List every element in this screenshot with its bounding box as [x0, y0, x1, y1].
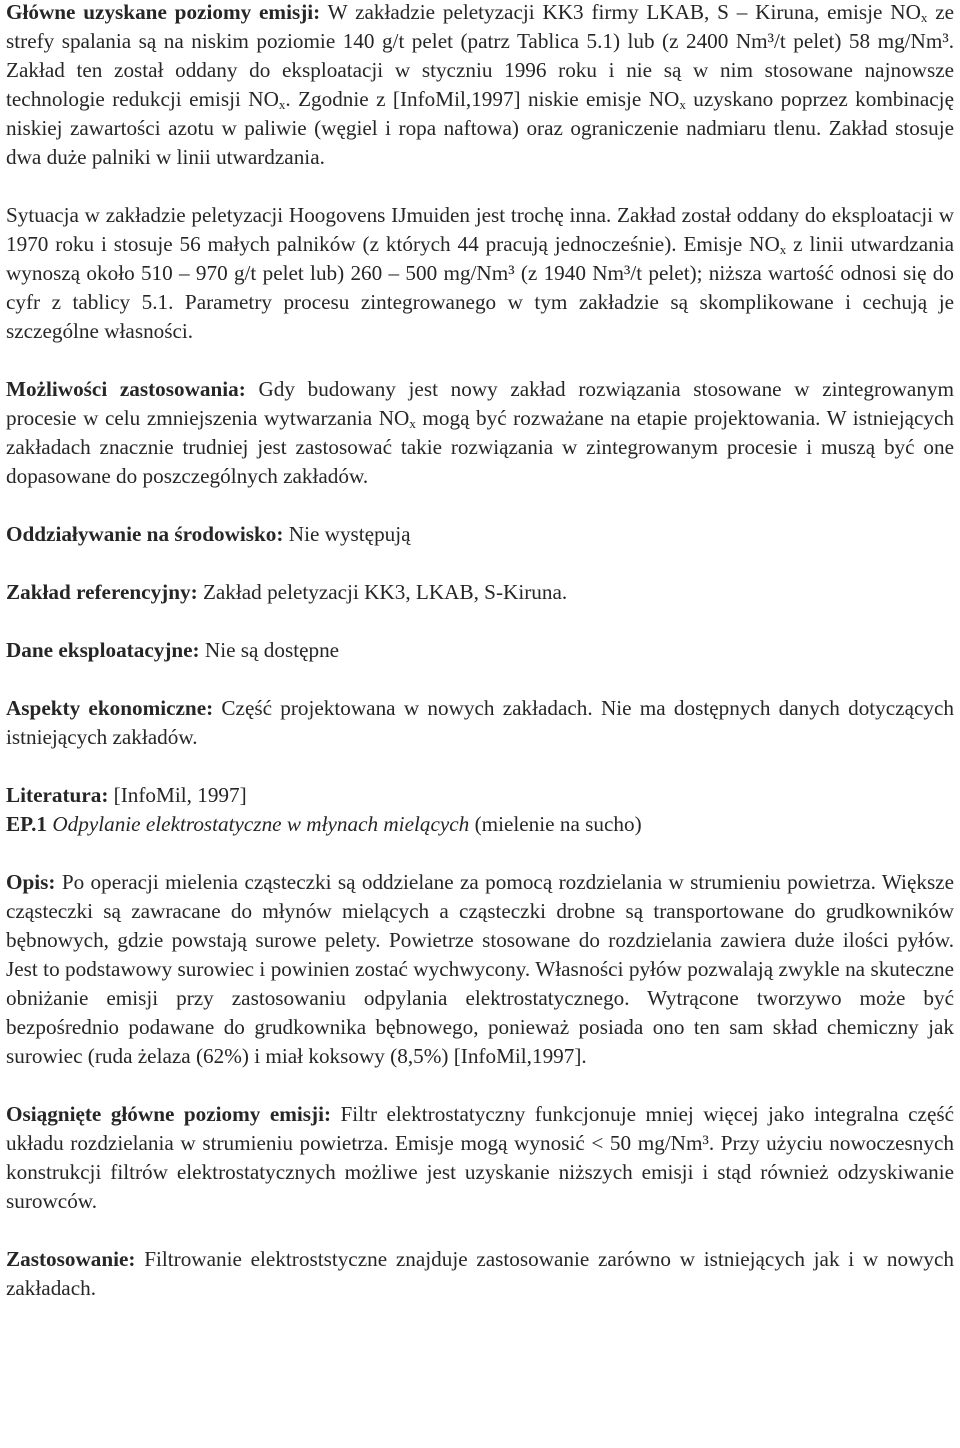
- environment-impact-label: Oddziaływanie na środowisko:: [6, 522, 284, 546]
- applicability-paragraph: [6, 375, 954, 491]
- hoogovens-paragraph: [6, 201, 954, 346]
- paragraph-text: Filtr elektrostatyczny funkcjonuje mniej więcej jako integralna część układu rozdzielania w strumieniu powietrza. Emisje mogą wynosić < 50 mg/Nm³. Przy użyciu nowoczesnych konstrukcji filtrów elektrostatycznych możliwe jest uzyskanie niższych emisji i stąd również odzyskiwanie surowców.: [6, 1102, 954, 1213]
- section-title: Odpylanie elektrostatyczne w młynach mielących: [52, 812, 470, 836]
- paragraph-text: Zakład peletyzacji KK3, LKAB, S-Kiruna.: [197, 580, 568, 604]
- paragraph-text: z linii utwardzania wynoszą około 510 – 970 g/t pelet lub) 260 – 500 mg/Nm³ (z 1940 Nm³/t pelet); niższa wartość odnosi się do cyfr z tablicy 5.1. Parametry procesu zintegrowanego w tym zakładzie są skomplikowane i cechują je szczególne własności.: [6, 232, 955, 343]
- description-label: Opis:: [6, 870, 56, 894]
- application-label: Zastosowanie:: [6, 1247, 136, 1271]
- economics-label: Aspekty ekonomiczne:: [6, 696, 214, 720]
- literature-label: Literatura:: [6, 783, 109, 807]
- literature-paragraph: [6, 781, 954, 810]
- paragraph-text: uzyskano poprzez kombinację niskiej zawartości azotu w paliwie (węgiel i ropa naftowa) oraz ograniczenie nadmiaru tlenu. Zakład stosuje dwa duże palniki w linii utwardzania.: [6, 87, 954, 169]
- environment-impact-paragraph: [6, 520, 954, 549]
- document-page: [6, 0, 954, 1303]
- achieved-emission-paragraph: [6, 1100, 954, 1216]
- section-title-suffix: (mielenie na sucho): [474, 812, 642, 836]
- paragraph-text: Filtrowanie elektroststyczne znajduje zastosowanie zarówno w istniejących jak i w nowych zakładach.: [6, 1247, 954, 1300]
- emission-levels-label: Główne uzyskane poziomy emisji:: [6, 0, 321, 24]
- subscript: x: [409, 416, 416, 431]
- operational-data-label: Dane eksploatacyjne:: [6, 638, 200, 662]
- paragraph-text: Część projektowana w nowych zakładach. Nie ma dostępnych danych dotyczących istniejących zakładów.: [6, 696, 954, 749]
- paragraph-text: Po operacji mielenia cząsteczki są oddzielane za pomocą rozdzielania w strumieniu powietrza. Większe cząsteczki są zawracane do młynów mielących a cząsteczki drobne są transportowane do grudkowników bębnowych, gdzie powstają surowe pelety. Powietrze stosowane do rozdzielania zawiera duże ilości pyłów. Jest to podstawowy surowiec i powinien zostać wychwycony. Własności pyłów pozwalają zwykle na skuteczne obniżanie emisji przy zastosowaniu odpylania elektrostatycznego. Wytrącone tworzywo może być bezpośrednio podawane do grudkownika bębnowego, ponieważ posiada ono ten sam skład chemiczny jak surowiec (ruda żelaza (62%) i miał koksowy (8,5%) [InfoMil,1997].: [6, 870, 954, 1068]
- applicability-label: Możliwości zastosowania:: [6, 377, 246, 401]
- subscript: x: [679, 97, 686, 112]
- paragraph-text: [InfoMil, 1997]: [108, 783, 247, 807]
- subscript: x: [920, 10, 928, 25]
- paragraph-text: Nie są dostępne: [199, 638, 340, 662]
- paragraph-text: Nie występują: [283, 522, 411, 546]
- section-number: EP.1: [6, 812, 48, 836]
- paragraph-text: ze strefy spalania są na niskim poziomie 140 g/t pelet (patrz Tablica 5.1) lub (z 2400 Nm³/t pelet) 58 mg/Nm³. Zakład ten został oddany do eksploatacji w styczniu 1996 roku i nie są w nim stosowane najnowsze technologie redukcji emisji NO: [6, 0, 955, 111]
- reference-plant-label: Zakład referencyjny:: [6, 580, 198, 604]
- paragraph-text: Gdy budowany jest nowy zakład rozwiązania stosowane w zintegrowanym procesie w celu zmniejszenia wytwarzania NO: [6, 377, 954, 430]
- paragraph-text: mogą być rozważane na etapie projektowania. W istniejących zakładach znacznie trudniej jest zastosować takie rozwiązania w zintegrowanym procesie i muszą być one dopasowane do poszczególnych zakładów.: [6, 406, 954, 488]
- achieved-emission-label: Osiągnięte główne poziomy emisji:: [6, 1102, 332, 1126]
- subscript: x: [278, 97, 286, 112]
- section-heading: [6, 810, 954, 839]
- paragraph-text: W zakładzie peletyzacji KK3 firmy LKAB, S – Kiruna, emisje NO: [320, 0, 921, 24]
- subscript: x: [779, 242, 787, 257]
- operational-data-paragraph: [6, 636, 954, 665]
- application-paragraph: [6, 1245, 954, 1303]
- economics-paragraph: [6, 694, 954, 752]
- emission-levels-paragraph: [6, 0, 954, 172]
- description-paragraph: [6, 868, 954, 1071]
- paragraph-text: Sytuacja w zakładzie peletyzacji Hoogovens IJmuiden jest trochę inna. Zakład został oddany do eksploatacji w 1970 roku i stosuje 56 małych palników (z których 44 pracują jednocześnie). Emisje NO: [6, 203, 954, 256]
- reference-plant-paragraph: [6, 578, 954, 607]
- paragraph-text: . Zgodnie z [InfoMil,1997] niskie emisje NO: [285, 87, 680, 111]
